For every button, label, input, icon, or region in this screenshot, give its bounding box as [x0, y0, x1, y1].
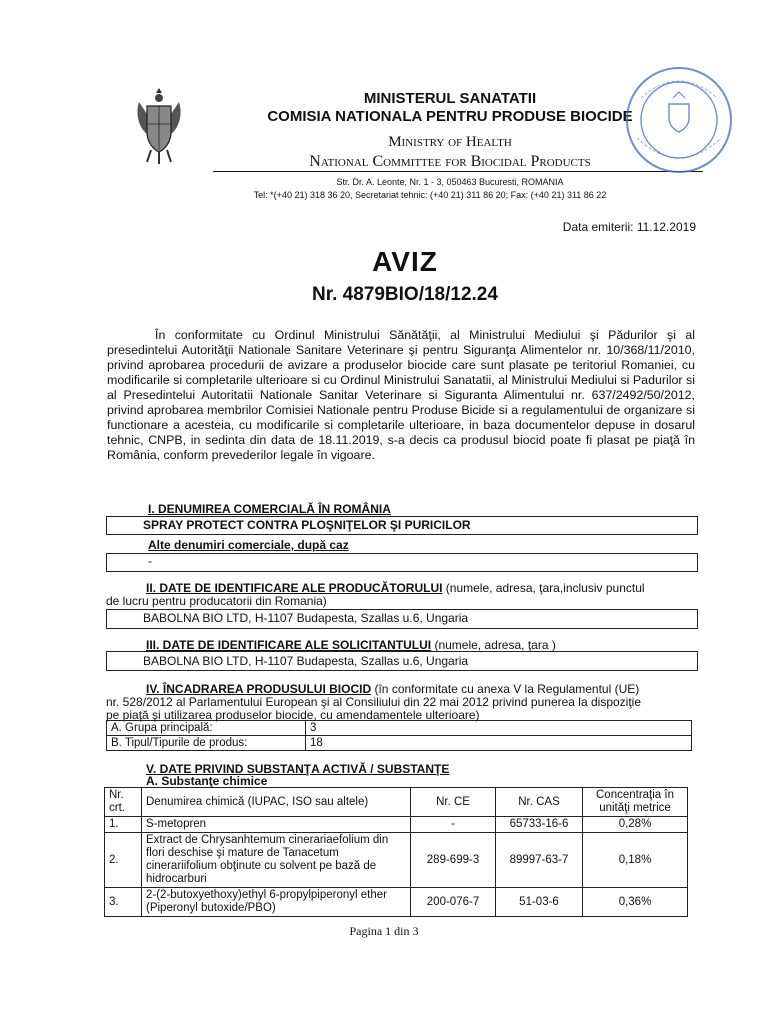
row-2-nr: 2. [105, 833, 142, 888]
section-2-note: (numele, adresa, ţara,inclusiv punctul [442, 581, 645, 595]
page-number: Pagina 1 din 3 [349, 924, 419, 938]
col-conc: Concentraţia în unităţi metrice [583, 788, 688, 817]
table-row [105, 888, 688, 917]
group-value: 3 [306, 721, 692, 736]
row-1-ce: - [411, 817, 496, 833]
table-row [107, 721, 692, 736]
applicant-value: BABOLNA BIO LTD, H-1107 Budapesta, Szallas u.6, Ungaria [143, 654, 469, 668]
row-1-conc: 0,28% [583, 817, 688, 833]
row-1-cas: 65733-16-6 [496, 817, 583, 833]
issue-date: Data emiterii: 11.12.2019 [562, 220, 696, 234]
active-substances-table [104, 787, 688, 917]
section-2-heading [146, 581, 645, 595]
col-ce: Nr. CE [411, 788, 496, 817]
row-1-name: S-metopren [142, 817, 411, 833]
type-label: B. Tipul/Tipurile de produs: [107, 736, 306, 751]
committee-ro: COMISIA NATIONALA PENTRU PRODUSE BIOCIDE [267, 108, 633, 125]
romanian-coat-of-arms [133, 84, 185, 166]
row-3-conc: 0,36% [583, 888, 688, 917]
document-title: AVIZ [372, 246, 438, 277]
other-names-label: Alte denumiri comerciale, după caz [148, 538, 349, 552]
section-5-subheading: A. Substanţe chimice [146, 774, 268, 788]
producer-value: BABOLNA BIO LTD, H-1107 Budapesta, Szallas u.6, Ungaria [143, 611, 469, 625]
row-3-nr: 3. [105, 888, 142, 917]
row-2-cas: 89997-63-7 [496, 833, 583, 888]
row-3-ce: 200-076-7 [411, 888, 496, 917]
type-value: 18 [306, 736, 692, 751]
section-4-heading [146, 682, 639, 696]
section-4-note: (în conformitate cu anexa V la Regulamentul (UE) [371, 682, 640, 696]
table-row [105, 833, 688, 888]
other-names-value: - [148, 554, 152, 568]
table-row [107, 736, 692, 751]
section-3-note: (numele, adresa, ţara ) [431, 638, 556, 652]
row-3-cas: 51-03-6 [496, 888, 583, 917]
row-2-name: Extract de Chrysanhtemum cinerariaefolium din flori deschise şi mature de Tanacetum cinerariifolium obţinute cu solvent pe bază de hidrocarburi [142, 833, 411, 888]
intro-paragraph [107, 328, 695, 463]
section-3-heading [146, 638, 556, 652]
section-5-heading: V. DATE PRIVIND SUBSTANŢA ACTIVĂ / SUBSTANŢE [146, 762, 450, 776]
row-3-name: 2-(2-butoxyethoxy)ethyl 6-propylpiperonyl ether (Piperonyl butoxide/PBO) [142, 888, 411, 917]
document-number: Nr. 4879BIO/18/12.24 [312, 284, 498, 305]
ministry-en: Ministry of Health [388, 134, 512, 150]
table-row [105, 817, 688, 833]
row-1-nr: 1. [105, 817, 142, 833]
section-2-title: II. DATE DE IDENTIFICARE ALE PRODUCĂTORULUI [146, 581, 443, 595]
row-2-ce: 289-699-3 [411, 833, 496, 888]
col-nr: Nr. crt. [105, 788, 142, 817]
col-cas: Nr. CAS [496, 788, 583, 817]
col-name: Denumirea chimică (IUPAC, ISO sau altele) [142, 788, 411, 817]
group-label: A. Grupa principală: [107, 721, 306, 736]
ministry-ro: MINISTERUL SANATATII [363, 90, 537, 107]
section-4-line3: pe piaţă şi utilizarea produselor biocide, cu amendamentele ulterioare) [106, 708, 480, 722]
committee-en: National Committee for Biocidal Products [309, 153, 591, 170]
official-stamp [623, 64, 735, 176]
table-header-row [105, 788, 688, 817]
intro-text: În conformitate cu Ordinul Ministrului Sănătăţii, al Ministrului Mediului şi Pădurilor şi al presedintelui Autorităţii Nationale Sanitare Veterinare şi pentru Siguranţa Alimentelor nr. 10/368/11/2010, privind aprobarea procedurii de avizare a produselor biocide care sunt plasate pe teritoriul Romaniei, cu modificarile si completarile ulterioare si cu Ordinul Ministrului Sanatatii, al Ministrului Mediului si Padurilor si al Presedintelui Autoritatii Nationale Sanitar Veterinare si Siguranta Alimentului nr. 637/2492/50/2012, privind aprobarea membrilor Comisiei Nationale pentru Produse Bicide si a regulamentului de organizare si functionare a acesteia, cu modificarile si completarile ulterioare, in baza documentelor depuse in dosarul tehnic, CNPB, in sedinta din data de 18.11.2019, s-a decis ca produsul biocid poate fi plasat pe piaţă în România, conform prevederilor legale în vigoare. [107, 328, 695, 462]
section-3-title: III. DATE DE IDENTIFICARE ALE SOLICITANTULUI [146, 638, 432, 652]
classification-table [106, 720, 692, 751]
trade-name: SPRAY PROTECT CONTRA PLOŞNIŢELOR ŞI PURICILOR [143, 518, 471, 532]
other-names-box [106, 553, 698, 572]
phone-numbers: Tel: *(+40 21) 318 36 20, Secretariat tehnic: (+40 21) 311 86 20; Fax: (+40 21) 311 86 22 [253, 190, 607, 200]
section-4-line2: nr. 528/2012 al Parlamentului European şi al Consiliului din 22 mai 2012 privind punerea la dispoziţie [106, 695, 642, 709]
section-4-title: IV. ÎNCADRAREA PRODUSULUI BIOCID [146, 682, 372, 696]
section-1-heading: I. DENUMIREA COMERCIALĂ ÎN ROMÂNIA [148, 502, 391, 516]
row-2-conc: 0,18% [583, 833, 688, 888]
section-2-note-line2: de lucru pentru producatorii din Romania) [106, 594, 327, 608]
address: Str. Dr. A. Leonte, Nr. 1 - 3, 050463 Bucuresti, ROMANIA [336, 177, 564, 187]
